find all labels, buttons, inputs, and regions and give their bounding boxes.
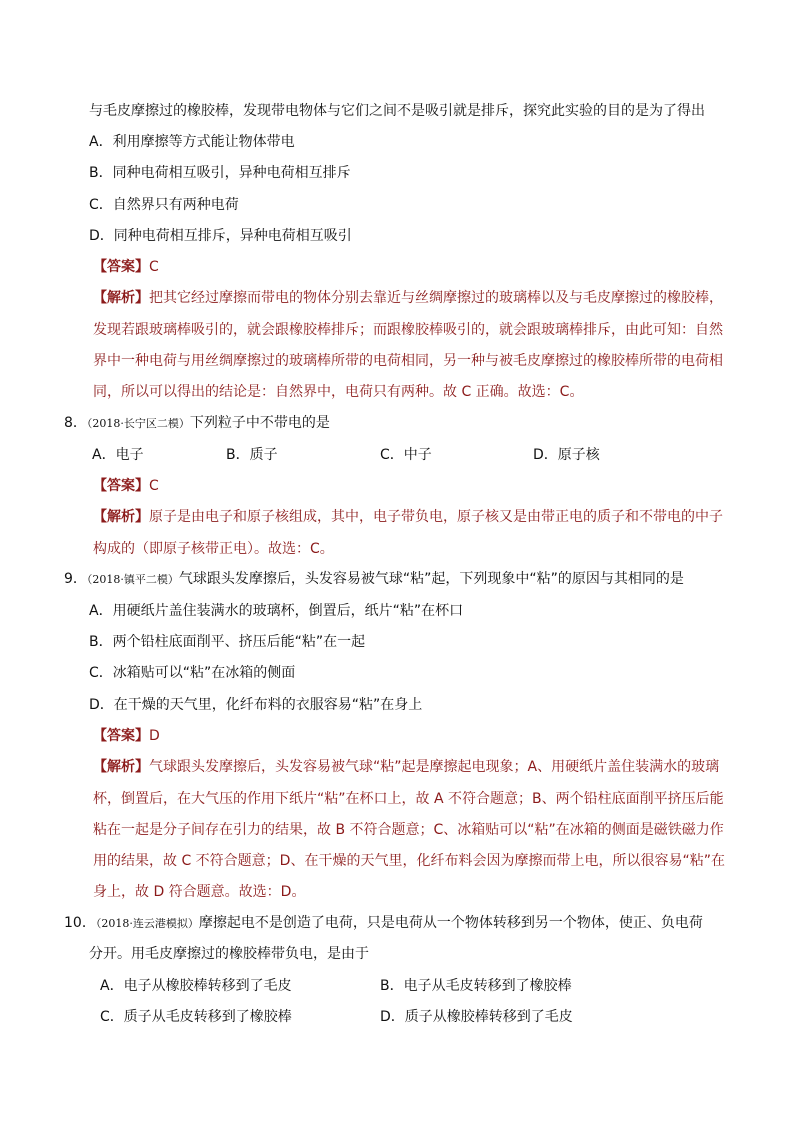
q7-option-b: B．同种电荷相互吸引，异种电荷相互排斥 bbox=[89, 165, 351, 181]
answer-value: C bbox=[149, 259, 159, 275]
q7-option-d: D．同种电荷相互排斥，异种电荷相互吸引 bbox=[89, 228, 352, 244]
q10-option-a: A．电子从橡胶棒转移到了毛皮 bbox=[100, 978, 292, 994]
q8-analysis-line-1: 【解析】原子是由电子和原子核组成，其中，电子带负电，原子核又是由带正电的质子和不带电的中子 bbox=[93, 509, 723, 525]
q8-number: 8． bbox=[64, 415, 87, 431]
q8-answer bbox=[93, 476, 159, 496]
q8-analysis-line-2: 构成的（即原子核带正电）。故选：C。 bbox=[93, 541, 334, 557]
q9-stem: 9．（2018·镇平二模）气球跟头发摩擦后，头发容易被气球“粘”起，下列现象中“粘”的原因与其相同的是 bbox=[64, 571, 684, 587]
q10-stem-line-2: 分开。用毛皮摩擦过的橡胶棒带负电，是由于 bbox=[89, 946, 369, 962]
q9-option-c: C．冰箱贴可以“粘”在冰箱的侧面 bbox=[89, 665, 296, 681]
q7-option-a: A．利用摩擦等方式能让物体带电 bbox=[89, 134, 295, 150]
q7-option-c: C．自然界只有两种电荷 bbox=[89, 197, 239, 213]
q10-option-d: D．质子从橡胶棒转移到了毛皮 bbox=[380, 1009, 573, 1025]
q8-option-b: B．质子 bbox=[226, 447, 278, 463]
q10-option-b: B．电子从毛皮转移到了橡胶棒 bbox=[380, 978, 572, 994]
q9-option-a: A．用硬纸片盖住装满水的玻璃杯，倒置后，纸片“粘”在杯口 bbox=[89, 603, 464, 619]
q10-stem: 10．（2018·连云港模拟）摩擦起电不是创造了电荷，只是电荷从一个物体转移到另一个物体，使正、负电荷 bbox=[64, 915, 703, 931]
q10-options-row-1 bbox=[0, 976, 794, 996]
q9-answer bbox=[93, 726, 160, 746]
q9-option-d: D．在干燥的天气里，化纤布料的衣服容易“粘”在身上 bbox=[89, 697, 423, 713]
q7-answer bbox=[93, 257, 159, 277]
analysis-label: 【解析】 bbox=[93, 509, 149, 525]
q8-source: （2018·长宁区二模） bbox=[86, 417, 190, 430]
answer-label: 【答案】 bbox=[93, 728, 149, 744]
analysis-label: 【解析】 bbox=[93, 290, 149, 306]
answer-label: 【答案】 bbox=[93, 478, 149, 494]
q7-analysis-line-3: 界中一种电荷与用丝绸摩擦过的玻璃棒所带的电荷相同，另一种与被毛皮摩擦过的橡胶棒所带的电荷相 bbox=[93, 353, 723, 369]
q7-analysis-line-2: 发现若跟玻璃棒吸引的，就会跟橡胶棒排斥；而跟橡胶棒吸引的，就会跟玻璃棒排斥，由此可知：自然 bbox=[93, 322, 723, 338]
q7-analysis-line-1: 【解析】把其它经过摩擦而带电的物体分别去靠近与丝绸摩擦过的玻璃棒以及与毛皮摩擦过的橡胶棒， bbox=[93, 290, 723, 306]
analysis-label: 【解析】 bbox=[93, 759, 149, 775]
q9-analysis-line-1: 【解析】气球跟头发摩擦后，头发容易被气球“粘”起是摩擦起电现象；A、用硬纸片盖住装满水的玻璃 bbox=[93, 759, 720, 775]
q8-stem: 8．（2018·长宁区二模）下列粒子中不带电的是 bbox=[64, 415, 330, 431]
answer-value: C bbox=[149, 478, 159, 494]
q9-source: （2018·镇平二模） bbox=[86, 573, 179, 586]
q10-number: 10． bbox=[64, 915, 96, 931]
q7-analysis-line-4: 同，所以可以得出的结论是：自然界中，电荷只有两种。故 C 正确。故选：C。 bbox=[93, 384, 584, 400]
q9-number: 9． bbox=[64, 571, 87, 587]
q9-analysis-line-3: 粘在一起是分子间存在引力的结果，故 B 不符合题意；C、冰箱贴可以“粘”在冰箱的侧面是磁铁磁力作 bbox=[93, 822, 724, 838]
q8-option-c: C．中子 bbox=[380, 447, 432, 463]
q8-option-a: A．电子 bbox=[92, 447, 144, 463]
q8-options-row bbox=[0, 445, 794, 465]
q9-analysis-line-4: 用的结果，故 C 不符合题意；D、在干燥的天气里，化纤布料会因为摩擦而带上电，所以很容易“粘”在 bbox=[93, 853, 725, 869]
q8-option-d: D．原子核 bbox=[533, 447, 600, 463]
q9-analysis-line-2: 杯，倒置后，在大气压的作用下纸片“粘”在杯口上，故 A 不符合题意；B、两个铅柱底面削平挤压后能 bbox=[93, 791, 724, 807]
answer-label: 【答案】 bbox=[93, 259, 149, 275]
answer-value: D bbox=[149, 728, 160, 744]
q10-options-row-2 bbox=[0, 1007, 794, 1027]
q10-option-c: C．质子从毛皮转移到了橡胶棒 bbox=[100, 1009, 292, 1025]
q9-option-b: B．两个铅柱底面削平、挤压后能“粘”在一起 bbox=[89, 634, 366, 650]
q9-analysis-line-5: 身上，故 D 符合题意。故选：D。 bbox=[93, 884, 306, 900]
q7-stem-tail: 与毛皮摩擦过的橡胶棒，发现带电物体与它们之间不是吸引就是排斥，探究此实验的目的是为了得出 bbox=[89, 103, 705, 119]
q10-source: （2018·连云港模拟） bbox=[95, 917, 199, 930]
